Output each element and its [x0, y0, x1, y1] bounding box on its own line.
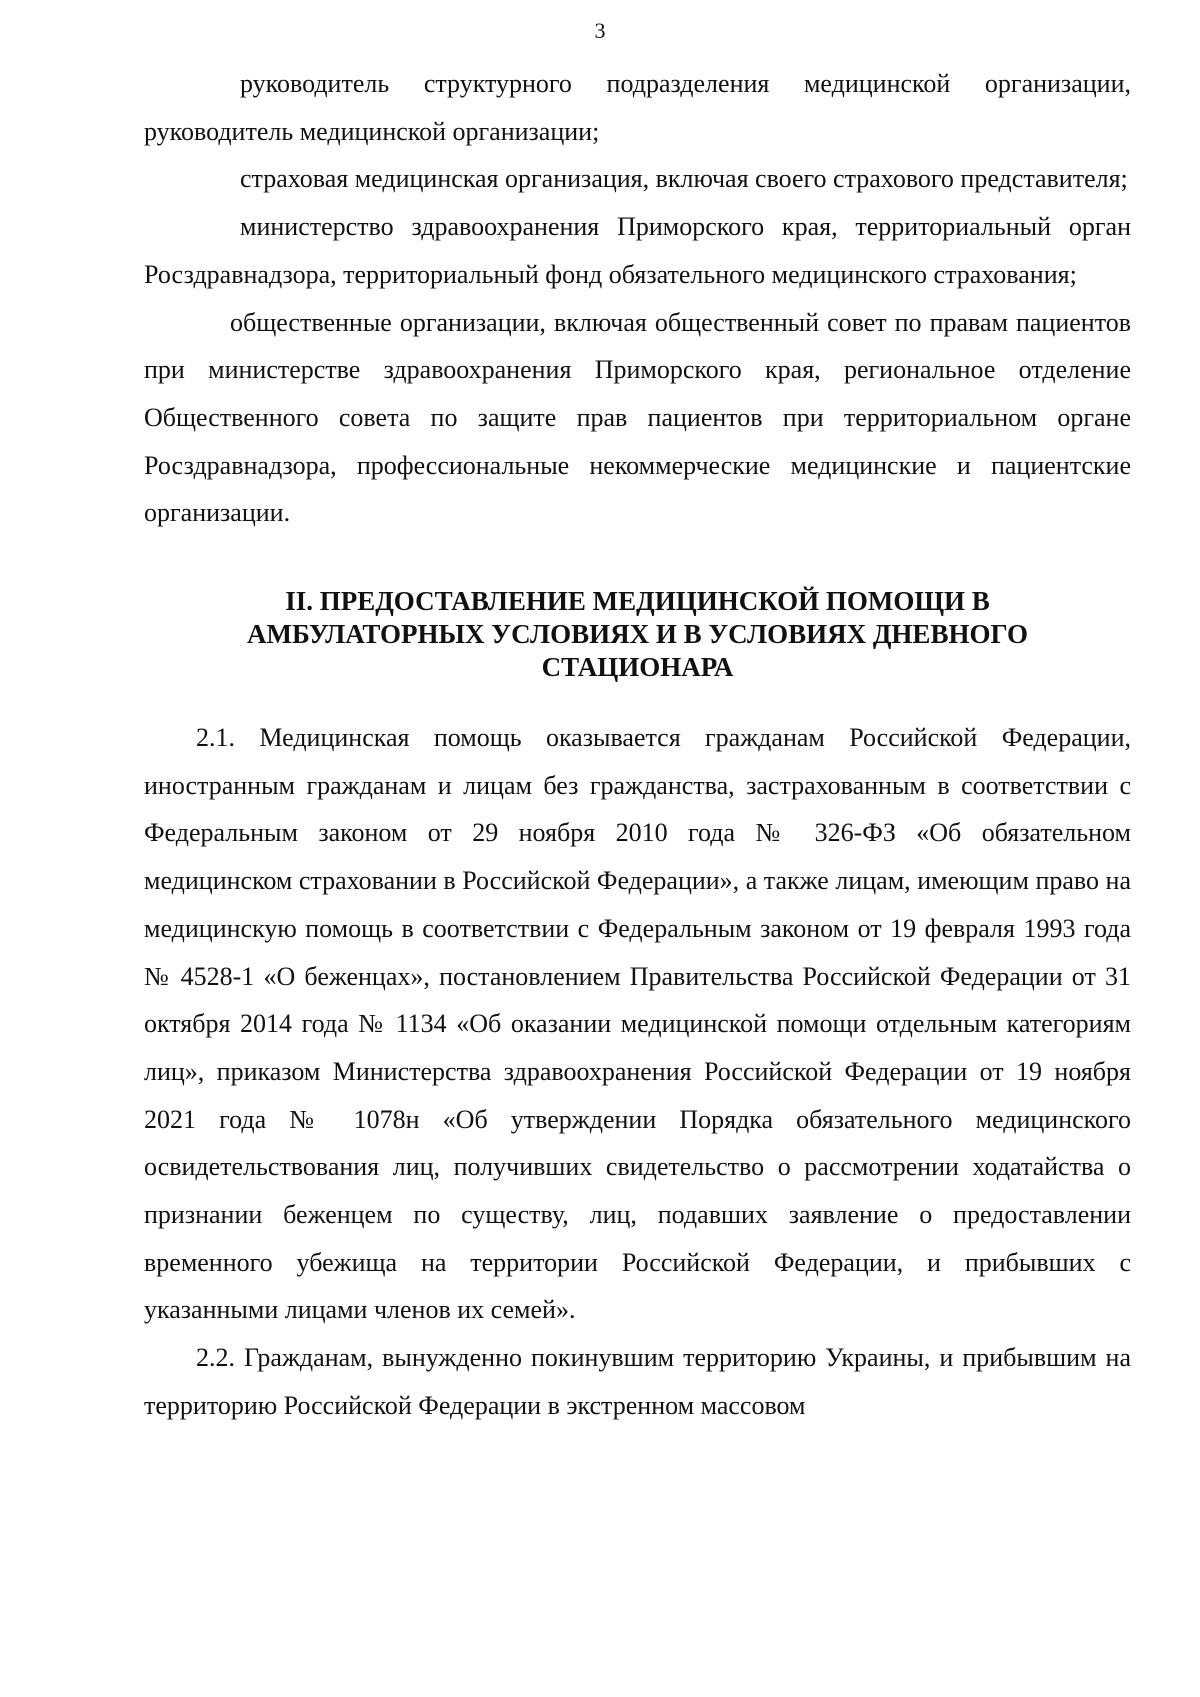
section-title-line: АМБУЛАТОРНЫХ УСЛОВИЯХ И В УСЛОВИЯХ ДНЕВНОГО [247, 619, 1028, 650]
page-number: 3 [594, 18, 606, 43]
paragraph-structural-head: руководитель структурного подразделения медицинской организации, руководитель медицинской организации; [144, 69, 1131, 146]
paragraph-2-2: 2.2. Гражданам, вынужденно покинувшим территорию Украины, и прибывшим на территорию Российской Федерации в экстренном массовом [144, 1343, 1131, 1420]
section-title-line: II. ПРЕДОСТАВЛЕНИЕ МЕДИЦИНСКОЙ ПОМОЩИ В [285, 586, 990, 617]
paragraph-public-orgs: общественные организации, включая общественный совет по правам пациентов при министерстве здравоохранения Приморского края, региональное отделение Общественного совета по защите прав пациентов при территориальном органе Росздравнадзора, профессиональные некоммерческие медицинские и пациентские организации. [144, 307, 1131, 528]
section-title [144, 585, 1131, 684]
paragraph-ministry: министерство здравоохранения Приморского края, территориальный орган Росздравнадзора, территориальный фонд обязательного медицинского страхования; [144, 212, 1131, 289]
paragraph-2-1: 2.1. Медицинская помощь оказывается гражданам Российской Федерации, иностранным гражданам и лицам без гражданства, застрахованным в соответствии с Федеральным законом от 29 ноября 2010 года № 326-ФЗ «Об обязательном медицинском страховании в Российской Федерации», а также лицам, имеющим право на медицинскую помощь в соответствии с Федеральным законом от 19 февраля 1993 года № 4528-1 «О беженцах», постановлением Правительства Российской Федерации от 31 октября 2014 года № 1134 «Об оказании медицинской помощи отдельным категориям лиц», приказом Министерства здравоохранения Российской Федерации от 19 ноября 2021 года № 1078н «Об утверждении Порядка обязательного медицинского освидетельствования лиц, получивших свидетельство о рассмотрении ходатайства о признании беженцем по существу, лиц, подавших заявление о предоставлении временного убежища на территории Российской Федерации, и прибывших с указанными лицами членов их семей». [144, 723, 1131, 1325]
paragraph-insurance-org: страховая медицинская организация, включая своего страхового представителя; [240, 164, 1128, 194]
document-body [144, 60, 1131, 1430]
section-title-line: СТАЦИОНАРА [541, 652, 734, 683]
